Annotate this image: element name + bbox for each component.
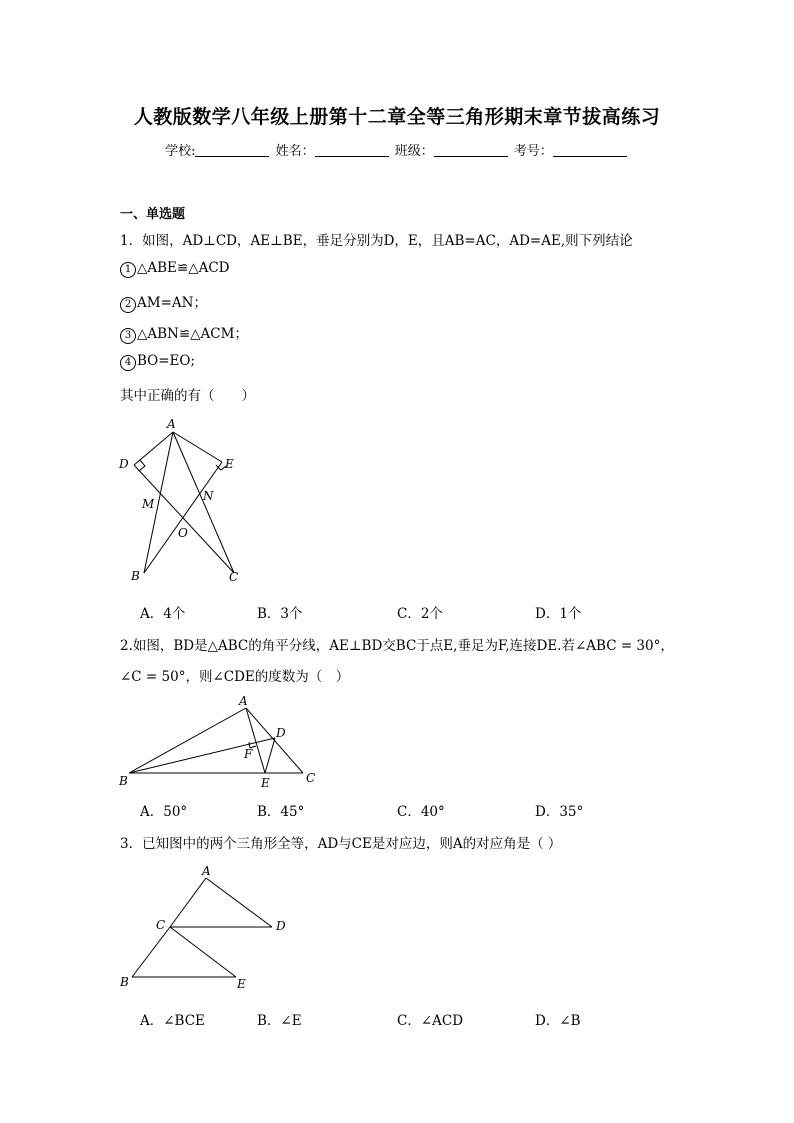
q1-label-E: E — [225, 457, 234, 471]
q1-ask: 其中正确的有（ ） — [120, 388, 255, 404]
q1-option-a[interactable]: A．4个 — [140, 606, 186, 622]
q1-label-C: C — [229, 570, 239, 584]
class-label: 班级： — [394, 144, 434, 159]
q1-item-4-text: BO=EO; — [137, 353, 196, 369]
q1-label-N: N — [203, 489, 214, 503]
q1-label-O: O — [178, 526, 188, 540]
q2-label-F: F — [244, 747, 253, 761]
q2-option-d[interactable]: D．35° — [535, 804, 584, 820]
q1-item-3-text: △ABN≌△ACM； — [137, 326, 248, 342]
q1-figure — [110, 412, 250, 592]
q1-label-D: D — [119, 457, 129, 471]
q2-label-E: E — [261, 776, 270, 790]
q2-label-A: A — [239, 694, 248, 708]
q1-item-4-number: 4 — [120, 355, 136, 371]
q3-label-C: C — [156, 918, 166, 932]
exam-no-blank[interactable] — [553, 144, 627, 157]
q2-label-C: C — [306, 771, 316, 785]
q1-item-1-number: 1 — [120, 262, 136, 278]
q2-line-2: ∠C = 50°，则∠CDE的度数为（ ） — [120, 669, 350, 685]
q2-figure — [110, 692, 325, 792]
class-blank[interactable] — [434, 144, 508, 157]
name-blank[interactable] — [315, 144, 389, 157]
page-title: 人教版数学八年级上册第十二章全等三角形期末章节拔高练习 — [133, 106, 661, 128]
name-label: 姓名： — [275, 144, 315, 159]
section-heading: 一、单选题 — [120, 207, 186, 222]
school-label: 学校: — [165, 144, 196, 159]
q1-item-2 — [120, 291, 207, 313]
q1-item-3 — [120, 322, 248, 344]
q3-label-E: E — [237, 977, 246, 991]
q3-option-b[interactable]: B．∠E — [257, 1013, 302, 1029]
q1-item-3-number: 3 — [120, 328, 136, 344]
student-info-row — [0, 140, 794, 159]
q1-label-A: A — [167, 417, 176, 431]
q2-label-D: D — [276, 726, 286, 740]
q3-label-D: D — [276, 919, 286, 933]
exam-no-label: 考号： — [513, 144, 553, 159]
q3-option-c[interactable]: C．∠ACD — [397, 1013, 464, 1029]
q2-option-a[interactable]: A．50° — [140, 804, 188, 820]
q1-label-M: M — [142, 497, 155, 511]
q3-stem: 3．已知图中的两个三角形全等，AD与CE是对应边，则A的对应角是（ ） — [120, 836, 562, 852]
q3-label-A: A — [202, 864, 211, 878]
q2-option-c[interactable]: C．40° — [397, 804, 445, 820]
q3-label-B: B — [120, 975, 129, 989]
q1-label-B: B — [131, 569, 140, 583]
q3-option-a[interactable]: A．∠BCE — [140, 1013, 205, 1029]
q1-stem: 1．如图，AD⊥CD，AE⊥BE，垂足分别为D，E，且AB=AC，AD=AE,则下列结论 — [120, 233, 633, 249]
q1-item-1-text: △ABE≌△ACD — [137, 260, 230, 276]
q1-item-1 — [120, 260, 230, 278]
q2-label-B: B — [119, 774, 128, 788]
q2-line-1: 2.如图，BD是△ABC的角平分线，AE⊥BD交BC于点E,垂足为F,连接DE.若∠ABC = 30°， — [120, 638, 674, 654]
q1-item-2-number: 2 — [120, 297, 136, 313]
school-blank[interactable] — [195, 144, 269, 157]
q1-item-2-text: AM=AN； — [137, 295, 207, 311]
q1-option-d[interactable]: D．1个 — [535, 606, 582, 622]
q3-option-d[interactable]: D．∠B — [535, 1013, 581, 1029]
q1-option-c[interactable]: C．2个 — [397, 606, 443, 622]
q3-figure — [110, 860, 300, 995]
q2-option-b[interactable]: B．45° — [257, 804, 305, 820]
q1-option-b[interactable]: B．3个 — [257, 606, 303, 622]
q1-item-4 — [120, 353, 195, 371]
